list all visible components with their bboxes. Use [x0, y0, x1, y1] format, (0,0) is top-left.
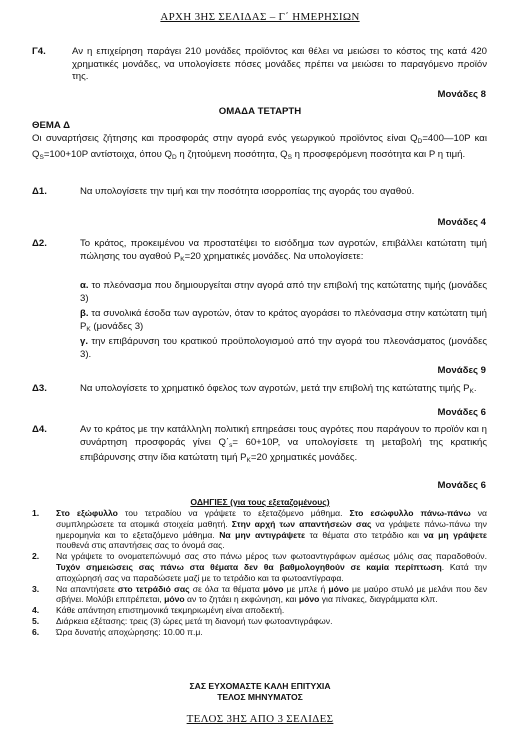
question-g4-label: Γ4. [32, 46, 46, 57]
question-d1-text: Να υπολογίσετε την τιμή και την ποσότητα ισορροπίας της αγοράς του αγαθού. [80, 186, 415, 197]
instructions-list [32, 508, 487, 638]
question-d4-marks: Μονάδες 6 [437, 480, 486, 491]
good-luck-wish: ΣΑΣ ΕΥΧΟΜΑΣΤΕ ΚΑΛΗ ΕΠΙΤΥΧΙΑ [189, 681, 331, 691]
question-d1-label: Δ1. [32, 186, 47, 197]
page-footer: ΤΕΛΟΣ 3ΗΣ ΑΠΟ 3 ΣΕΛΙΔΕΣ [186, 713, 334, 725]
instruction-item-1: 1. Στο εξώφυλλο του τετραδίου να γράψετε το εξεταζόμενο μάθημα. Στο εσώφυλλο πάνω-πάνω να συμπληρώσετε τα ατομικά στοιχεία μαθητή. Στην αρχή των απαντήσεών σας να γράψετε πάνω-πάνω την ημερομηνία και το εξεταζόμενο μάθημα. Να μην αντιγράψετε τα θέματα στο τετράδιο και να μη γράψετε πουθενά στις απαντήσεις σας το όνομά σας. [32, 508, 488, 551]
question-g4-text: Αν η επιχείρηση παράγει 210 μονάδες προϊόντος και θέλει να μειώσει το κόστος της κατά 420 χρηματικές μονάδες, να υπολογίσετε πόσες μονάδες πρέπει να μειώσει το παραγόμενο προϊόν της. [72, 46, 487, 83]
question-d2-marks: Μονάδες 9 [437, 365, 486, 376]
instruction-item-5: 5. Διάρκεια εξέτασης: τρεις (3) ώρες μετά τη διανομή των φωτοαντιγράφων. [32, 615, 333, 626]
instruction-item-2: 2. Να γράψετε το ονοματεπώνυμό σας στο πάνω μέρος των φωτοαντιγράφων αμέσως μόλις σας παραδοθούν. Τυχόν σημειώσεις σας πάνω στα θέματα δεν θα βαθμολογηθούν σε καμία περίπτωση. Κατά την αποχώρησή σας να παραδώσετε μαζί με το τετράδιο και τα φωτοαντίγραφα. [32, 551, 487, 583]
question-d3-marks: Μονάδες 6 [437, 407, 486, 418]
question-d3-text: Να υπολογίσετε το χρηματικό όφελος των αγροτών, μετά την επιβολή της κατώτατης τιμής $P_K$. [80, 383, 477, 395]
question-d2-text: Το κράτος, προκειμένου να προστατέψει το εισόδημα των αγροτών, επιβάλλει κατώτατη τιμή πώλησης του αγαθού $P_K=20$ χρηματικές μονάδες. Να υπολογίσετε: [80, 238, 487, 263]
group-heading: ΟΜΑΔΑ ΤΕΤΑΡΤΗ [218, 106, 302, 117]
instructions-title: ΟΔΗΓΙΕΣ (για τους εξεταζομένους) [190, 497, 330, 507]
question-d3-label: Δ3. [32, 383, 47, 394]
end-of-message: ΤΕΛΟΣ ΜΗΝΥΜΑΤΟΣ [217, 692, 303, 702]
page-header: ΑΡΧΗ 3ΗΣ ΣΕΛΙΔΑΣ – Γ΄ ΗΜΕΡΗΣΙΩΝ [160, 11, 360, 23]
question-d1-marks: Μονάδες 4 [437, 217, 486, 228]
question-d2-label: Δ2. [32, 238, 47, 249]
question-d4-label: Δ4. [32, 424, 47, 435]
question-d4-text: Αν το κράτος με την κατάλληλη πολιτική επηρεάσει τους αγρότες που παράγουν το προϊόν και η συνάρτηση προσφοράς γίνει $Q΄_s= 60+10P$, να υπολογίσετε τη μεταβολή της κρατικής επιβάρυνσης στην ίδια κατώτατη τιμή $P_K=20$ χρηματικές μονάδες. [80, 424, 487, 465]
instruction-item-3: 3. Να απαντήσετε στο τετράδιό σας σε όλα τα θέματα μόνο με μπλε ή μόνο με μαύρο στυλό με μελάνι που δεν σβήνει. Μολύβι επιτρέπεται, μόνο αν το ζητάει η εκφώνηση, και μόνο για πίνακες, διαγράμματα κλπ. [32, 583, 488, 605]
theme-intro: Οι συναρτήσεις ζήτησης και προσφοράς στην αγορά ενός γεωργικού προϊόντος είναι $Q_D=400—10P$ και $Q_S=100+10P$ αντίστοιχα, όπου $Q_D$ η ζητούμενη ποσότητα, $Q_S$ η προσφερόμενη ποσότητα και P η τιμή. [32, 133, 487, 161]
instruction-item-4: 4. Κάθε απάντηση επιστημονικά τεκμηριωμένη είναι αποδεκτή. [32, 605, 285, 616]
question-d2-part-b: β. τα συνολικά έσοδα των αγροτών, όταν το κράτος αγοράσει το πλεόνασμα στην κατώτατη τιμή $P_K$ (μονάδες 3) [80, 308, 487, 333]
question-d2-part-a: α. το πλεόνασμα που δημιουργείται στην αγορά από την επιβολή της κατώτατης τιμής (μονάδες 3) [80, 280, 487, 304]
theme-title: ΘΕΜΑ Δ [32, 120, 70, 131]
instruction-item-6: 6. Ώρα δυνατής αποχώρησης: 10.00 π.μ. [32, 626, 203, 637]
question-g4-marks: Μονάδες 8 [437, 89, 486, 100]
question-d2-part-c: γ. την επιβάρυνση του κρατικού προϋπολογισμού από την αγορά του πλεονάσματος (μονάδες 3). [80, 336, 487, 360]
